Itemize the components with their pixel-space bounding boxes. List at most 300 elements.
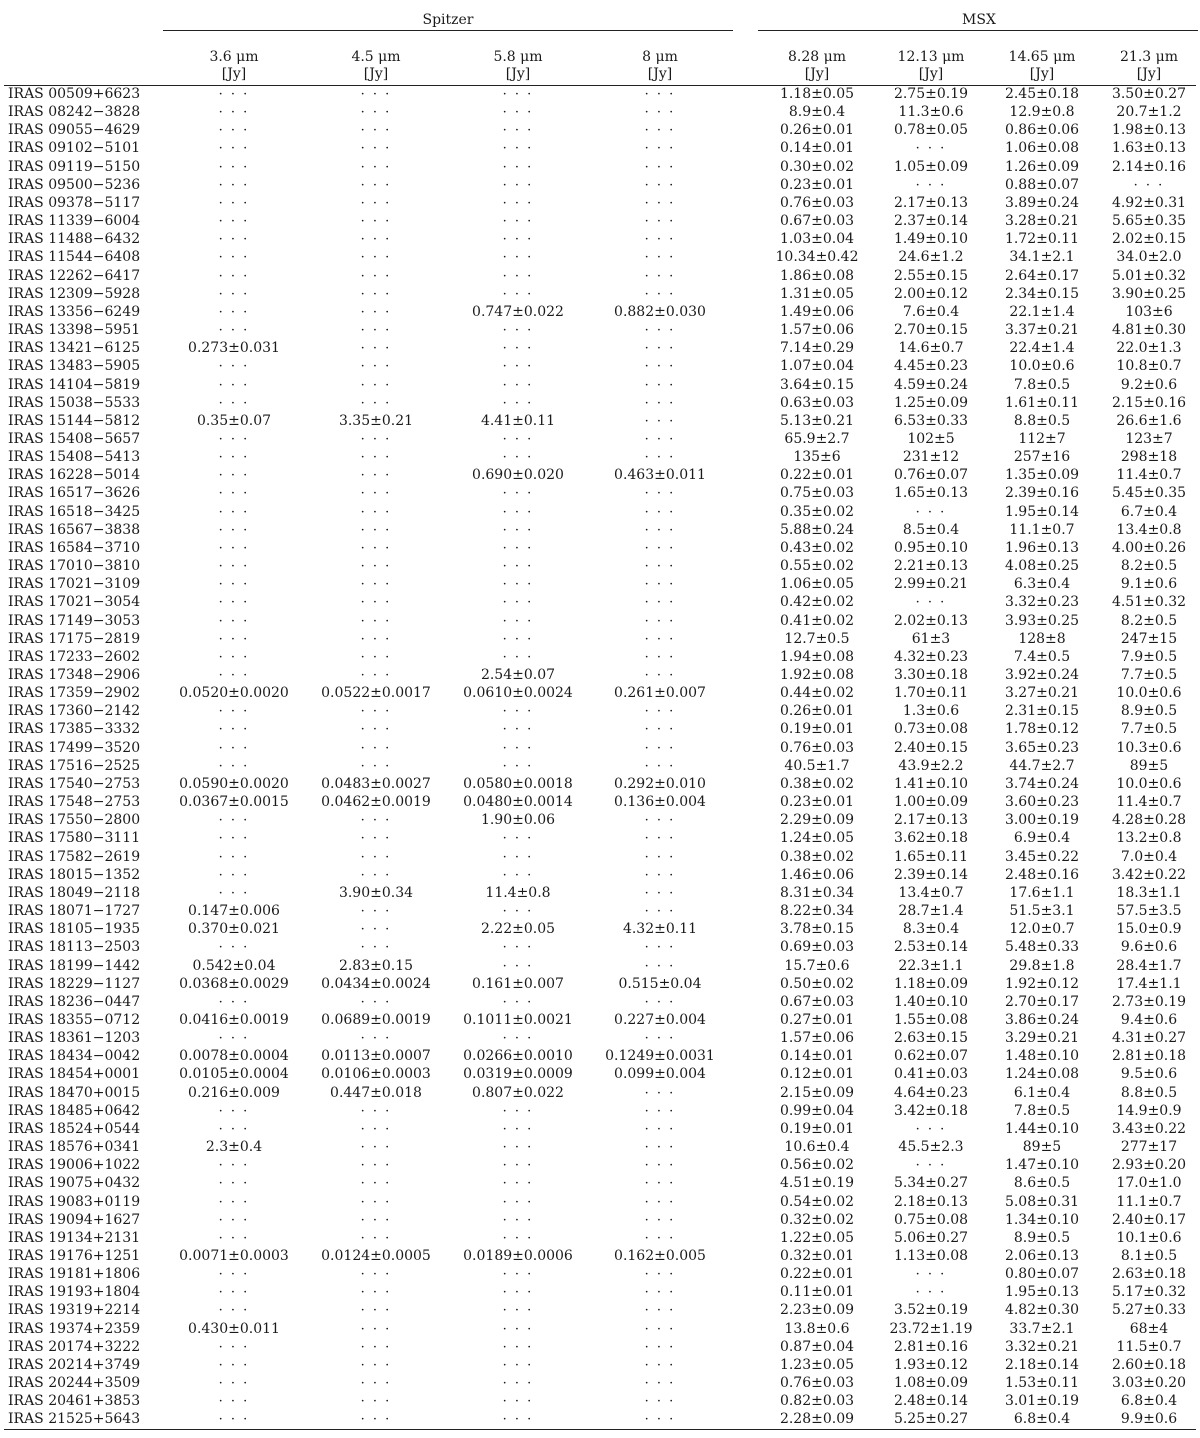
missing-value: · · · [360,540,392,556]
missing-value: · · · [360,504,392,520]
flux-value: 13.8±0.6 [784,1320,850,1337]
missing-value: · · · [360,704,392,720]
flux-value: 0.95±0.10 [893,539,969,556]
flux-value: 7.4±0.5 [1013,648,1071,665]
flux-value: 1.92±0.12 [1004,975,1080,992]
source-name: IRAS 12309−5928 [8,285,141,302]
source-name: IRAS 17233−2602 [8,648,141,665]
flux-value: 0.807±0.022 [472,1084,564,1101]
missing-value: · · · [218,1303,250,1319]
flux-value: 0.75±0.03 [779,485,855,502]
missing-value: · · · [218,631,250,647]
missing-value: · · · [644,286,676,302]
missing-value: · · · [644,105,676,121]
flux-value: 0.161±0.007 [472,975,564,992]
missing-value: · · · [218,704,250,720]
table-row [0,504,1200,522]
table-row [0,522,1200,540]
missing-value: · · · [218,540,250,556]
missing-value: · · · [502,1376,534,1392]
missing-value: · · · [218,649,250,665]
flux-value: 7.8±0.5 [1013,376,1071,393]
column-header-unit: [Jy] [363,66,389,82]
missing-value: · · · [502,177,534,193]
source-name: IRAS 20244+3509 [8,1375,141,1392]
missing-value: · · · [218,486,250,502]
missing-value: · · · [502,486,534,502]
missing-value: · · · [218,214,250,230]
flux-value: 0.542±0.04 [192,957,276,974]
column-header-label: 4.5 μm [351,49,401,65]
table-row [0,231,1200,249]
flux-value: 2.29±0.09 [779,812,855,829]
flux-value: 2.21±0.13 [893,558,969,575]
flux-value: 1.72±0.11 [1004,231,1080,248]
missing-value: · · · [644,486,676,502]
missing-value: · · · [360,268,392,284]
missing-value: · · · [644,268,676,284]
flux-value: 15.0±0.9 [1116,921,1182,938]
source-name: IRAS 19176+1251 [8,1248,141,1264]
flux-value: 1.86±0.08 [779,267,855,284]
source-name: IRAS 17548−2753 [8,794,141,811]
flux-value: 8.22±0.34 [779,903,855,920]
column-header-unit: [Jy] [505,66,531,82]
flux-value: 12.9±0.8 [1009,104,1075,121]
source-name: IRAS 15408−5657 [8,430,141,447]
flux-value: 4.51±0.19 [779,1175,855,1192]
flux-value: 10.6±0.4 [784,1139,850,1156]
flux-value: 0.447±0.018 [330,1084,422,1101]
source-name: IRAS 08242−3828 [8,104,141,121]
flux-value: 0.32±0.02 [779,1211,855,1228]
flux-value: 4.00±0.26 [1111,539,1187,556]
source-name: IRAS 18199−1442 [8,957,141,974]
flux-value: 4.59±0.24 [893,376,969,393]
missing-value: · · · [502,522,534,538]
flux-value: 2.54±0.07 [480,667,556,683]
source-name: IRAS 11488−6432 [8,231,141,248]
source-name: IRAS 17359−2902 [8,685,141,702]
flux-value: 2.06±0.13 [1004,1248,1080,1264]
flux-value: 0.23±0.01 [779,176,855,193]
flux-value: 0.26±0.01 [779,122,855,139]
missing-value: · · · [502,1394,534,1410]
flux-value: 10.3±0.6 [1116,739,1182,756]
flux-value: 10.8±0.7 [1116,358,1182,375]
flux-value: 7.7±0.5 [1120,721,1178,738]
flux-value: 135±6 [793,449,841,466]
flux-value: 0.73±0.08 [893,721,969,738]
flux-value: 3.62±0.18 [893,830,969,847]
missing-value: · · · [915,595,947,611]
flux-value: 0.63±0.03 [779,394,855,411]
missing-value: · · · [644,958,676,974]
flux-value: 1.49±0.10 [893,231,969,248]
missing-value: · · · [644,1140,676,1156]
missing-value: · · · [218,1212,250,1228]
flux-value: 4.41±0.11 [480,412,556,429]
flux-value: 0.0520±0.0020 [179,685,289,702]
flux-value: 0.30±0.02 [779,158,855,175]
source-name: IRAS 16517−3626 [8,485,141,502]
source-name: IRAS 15408−5413 [8,449,141,466]
flux-value: 5.08±0.31 [1004,1193,1080,1210]
source-name: IRAS 17499−3520 [8,739,141,756]
flux-value: 0.0113±0.0007 [321,1048,431,1065]
missing-value: · · · [360,177,392,193]
missing-value: · · · [502,431,534,447]
source-name: IRAS 17516−2525 [8,757,141,774]
table-row [0,1030,1200,1048]
flux-value: 9.4±0.6 [1120,1011,1178,1028]
flux-value: 2.17±0.13 [893,194,969,211]
missing-value: · · · [915,1121,947,1137]
missing-value: · · · [502,1285,534,1301]
missing-value: · · · [502,286,534,302]
flux-value: 1.61±0.11 [1004,394,1080,411]
flux-value: 3.52±0.19 [893,1302,969,1319]
missing-value: · · · [502,740,534,756]
table-row [0,1248,1200,1266]
missing-value: · · · [644,341,676,357]
source-name: IRAS 19374+2359 [8,1320,141,1337]
table-row [0,1103,1200,1121]
column-header-label: 5.8 μm [493,49,543,65]
flux-value: 1.44±0.10 [1004,1120,1080,1137]
flux-value: 11.4±0.8 [485,884,551,901]
source-name: IRAS 16584−3710 [8,539,141,556]
flux-value: 14.9±0.9 [1116,1102,1182,1119]
flux-value: 1.78±0.12 [1004,721,1080,738]
flux-value: 0.0266±0.0010 [463,1048,573,1065]
missing-value: · · · [218,577,250,593]
missing-value: · · · [502,1140,534,1156]
source-name: IRAS 13483−5905 [8,358,141,375]
flux-value: 2.45±0.18 [1004,86,1080,102]
column-header-unit: [Jy] [647,66,673,82]
flux-value: 0.80±0.07 [1004,1266,1080,1283]
missing-value: · · · [502,722,534,738]
source-name: IRAS 19094+1627 [8,1211,141,1228]
missing-value: · · · [502,994,534,1010]
source-name: IRAS 17550−2800 [8,812,141,829]
table-row [0,358,1200,376]
flux-value: 2.70±0.15 [893,322,969,339]
table-row [0,1085,1200,1103]
table-row [0,1194,1200,1212]
missing-value: · · · [644,722,676,738]
flux-value: 0.136±0.004 [614,794,706,811]
missing-value: · · · [360,994,392,1010]
missing-value: · · · [502,540,534,556]
flux-value: 3.30±0.18 [893,667,969,683]
flux-value: 0.0522±0.0017 [321,685,431,702]
flux-value: 0.42±0.02 [779,594,855,611]
missing-value: · · · [360,359,392,375]
flux-value: 1.06±0.05 [779,576,855,593]
table-row [0,304,1200,322]
table-row [0,1339,1200,1357]
flux-value: 1.65±0.13 [893,485,969,502]
flux-value: 3.32±0.21 [1004,1338,1080,1355]
missing-value: · · · [360,595,392,611]
missing-value: · · · [644,649,676,665]
flux-value: 11.4±0.7 [1116,794,1182,811]
source-name: IRAS 09119−5150 [8,158,141,175]
flux-value: 0.0071±0.0003 [179,1248,289,1264]
flux-value: 0.1249±0.0031 [605,1048,715,1065]
flux-value: 89±5 [1129,757,1169,774]
source-name: IRAS 09055−4629 [8,122,141,139]
flux-value: 1.95±0.13 [1004,1284,1080,1301]
source-name: IRAS 19075+0432 [8,1175,141,1192]
table-row [0,1066,1200,1084]
flux-value: 11.5±0.7 [1116,1338,1182,1355]
flux-value: 2.14±0.16 [1111,158,1187,175]
missing-value: · · · [644,504,676,520]
missing-value: · · · [360,1394,392,1410]
column-header-unit: [Jy] [221,66,247,82]
flux-value: 24.6±1.2 [898,249,964,266]
missing-value: · · · [360,87,392,102]
source-name: IRAS 13398−5951 [8,322,141,339]
flux-value: 0.430±0.011 [188,1320,280,1337]
source-name: IRAS 19181+1806 [8,1266,141,1283]
flux-value: 0.22±0.01 [779,467,855,484]
source-name: IRAS 18470+0015 [8,1084,141,1101]
flux-value: 231±12 [902,449,960,466]
flux-value: 128±8 [1018,630,1066,647]
missing-value: · · · [360,867,392,883]
flux-value: 7.7±0.5 [1120,667,1178,683]
missing-value: · · · [502,649,534,665]
source-name: IRAS 18113−2503 [8,939,141,956]
flux-value: 3.93±0.25 [1004,612,1080,629]
missing-value: · · · [218,1412,250,1428]
source-name: IRAS 18524+0544 [8,1120,141,1137]
missing-value: · · · [218,468,250,484]
flux-value: 7.0±0.4 [1120,848,1178,865]
source-name: IRAS 16567−3838 [8,521,141,538]
missing-value: · · · [644,1230,676,1246]
missing-value: · · · [218,1376,250,1392]
flux-value: 0.0189±0.0006 [463,1248,573,1264]
missing-value: · · · [360,377,392,393]
flux-value: 1.13±0.08 [893,1248,969,1264]
table-row [0,122,1200,140]
table-row [0,558,1200,576]
missing-value: · · · [218,522,250,538]
missing-value: · · · [218,141,250,157]
missing-value: · · · [218,595,250,611]
flux-value: 11.1±0.7 [1009,521,1075,538]
flux-value: 57.5±3.5 [1116,903,1182,920]
flux-value: 11.1±0.7 [1116,1193,1182,1210]
flux-value: 2.17±0.13 [893,812,969,829]
flux-value: 1.49±0.06 [779,303,855,320]
missing-value: · · · [644,631,676,647]
table-row [0,485,1200,503]
missing-value: · · · [218,268,250,284]
table-row [0,159,1200,177]
table-row [0,340,1200,358]
missing-value: · · · [360,159,392,175]
flux-value: 10.0±0.6 [1116,685,1182,702]
flux-value: 22.1±1.4 [1009,303,1075,320]
flux-value: 0.19±0.01 [779,1120,855,1137]
missing-value: · · · [218,1194,250,1210]
flux-value: 0.54±0.02 [779,1193,855,1210]
flux-value: 5.88±0.24 [779,521,855,538]
flux-value: 2.40±0.15 [893,739,969,756]
flux-value: 0.0483±0.0027 [321,775,431,792]
table-row [0,721,1200,739]
missing-value: · · · [360,904,392,920]
flux-value: 8.8±0.5 [1120,1084,1178,1101]
missing-value: · · · [218,232,250,248]
flux-value: 15.7±0.6 [784,957,850,974]
missing-value: · · · [360,849,392,865]
source-name: IRAS 17175−2819 [8,630,141,647]
flux-value: 247±15 [1120,630,1178,647]
table-row [0,1357,1200,1375]
flux-value: 1.23±0.05 [779,1356,855,1373]
flux-value: 2.93±0.20 [1111,1157,1187,1174]
flux-value: 123±7 [1125,430,1173,447]
missing-value: · · · [644,1267,676,1283]
flux-value: 5.27±0.33 [1111,1302,1187,1319]
source-name: IRAS 11544−6408 [8,249,141,266]
flux-value: 3.01±0.19 [1004,1393,1080,1410]
missing-value: · · · [218,323,250,339]
flux-value: 3.29±0.21 [1004,1030,1080,1047]
missing-value: · · · [360,1121,392,1137]
missing-value: · · · [644,1103,676,1119]
source-name: IRAS 11339−6004 [8,213,141,230]
flux-value: 11.3±0.6 [898,104,964,121]
flux-value: 3.00±0.19 [1004,812,1080,829]
table-row [0,1266,1200,1284]
flux-value: 2.63±0.15 [893,1030,969,1047]
flux-value: 0.76±0.03 [779,194,855,211]
flux-value: 1.47±0.10 [1004,1157,1080,1174]
source-name: IRAS 19319+2214 [8,1302,141,1319]
missing-value: · · · [502,1357,534,1373]
flux-value: 2.15±0.16 [1111,394,1187,411]
table-body [0,86,1200,1430]
source-name: IRAS 09102−5101 [8,140,141,157]
missing-value: · · · [502,250,534,266]
table-row [0,903,1200,921]
flux-value: 0.0434±0.0024 [321,975,431,992]
missing-value: · · · [218,867,250,883]
flux-value: 0.78±0.05 [893,122,969,139]
source-name: IRAS 21525+5643 [8,1411,141,1428]
table-row [0,249,1200,267]
missing-value: · · · [218,304,250,320]
flux-value: 65.9±2.7 [784,430,850,447]
missing-value: · · · [502,395,534,411]
flux-value: 2.18±0.14 [1004,1356,1080,1373]
table-row [0,1411,1200,1429]
missing-value: · · · [360,105,392,121]
flux-value: 28.7±1.4 [898,903,964,920]
flux-value: 2.81±0.18 [1111,1048,1187,1065]
flux-value: 1.00±0.09 [893,794,969,811]
missing-value: · · · [644,867,676,883]
flux-value: 1.96±0.13 [1004,539,1080,556]
flux-value: 0.0078±0.0004 [179,1048,289,1065]
flux-value: 1.24±0.05 [779,830,855,847]
flux-value: 0.0105±0.0004 [179,1066,289,1083]
flux-value: 5.34±0.27 [893,1175,969,1192]
source-name: IRAS 17021−3054 [8,594,141,611]
missing-value: · · · [218,1357,250,1373]
missing-value: · · · [644,704,676,720]
table-row [0,86,1200,104]
table-row [0,812,1200,830]
flux-value: 22.3±1.1 [898,957,964,974]
missing-value: · · · [502,867,534,883]
missing-value: · · · [644,940,676,956]
flux-value: 1.03±0.04 [779,231,855,248]
flux-value: 6.3±0.4 [1013,576,1071,593]
flux-value: 1.06±0.08 [1004,140,1080,157]
flux-value: 1.65±0.11 [893,848,969,865]
missing-value: · · · [502,1212,534,1228]
flux-value: 5.45±0.35 [1111,485,1187,502]
flux-value: 1.24±0.08 [1004,1066,1080,1083]
missing-value: · · · [644,250,676,266]
table-row [0,885,1200,903]
source-name: IRAS 14104−5819 [8,376,141,393]
flux-value: 2.39±0.16 [1004,485,1080,502]
source-name: IRAS 18229−1127 [8,975,141,992]
missing-value: · · · [360,395,392,411]
flux-value: 4.08±0.25 [1004,558,1080,575]
flux-value: 6.8±0.4 [1013,1411,1071,1428]
missing-value: · · · [502,831,534,847]
source-name: IRAS 18236−0447 [8,993,141,1010]
flux-value: 8.9±0.4 [788,104,846,121]
missing-value: · · · [644,195,676,211]
source-name: IRAS 20461+3853 [8,1393,141,1410]
flux-value: 17.4±1.1 [1116,975,1182,992]
missing-value: · · · [502,595,534,611]
column-header-unit: [Jy] [1136,66,1162,82]
source-name: IRAS 17582−2619 [8,848,141,865]
flux-value: 2.02±0.15 [1111,231,1187,248]
flux-value: 0.26±0.01 [779,703,855,720]
flux-value: 0.82±0.03 [779,1393,855,1410]
missing-value: · · · [360,250,392,266]
source-name: IRAS 17360−2142 [8,703,141,720]
missing-value: · · · [360,141,392,157]
flux-value: 0.76±0.03 [779,739,855,756]
flux-value: 0.0416±0.0019 [179,1011,289,1028]
flux-value: 4.51±0.32 [1111,594,1187,611]
source-name: IRAS 20174+3222 [8,1338,141,1355]
missing-value: · · · [644,450,676,466]
bottom-rule [4,1429,1196,1430]
table-row [0,830,1200,848]
flux-value: 0.38±0.02 [779,848,855,865]
flux-value: 1.48±0.10 [1004,1048,1080,1065]
flux-value: 0.62±0.07 [893,1048,969,1065]
table-row [0,921,1200,939]
table-row [0,395,1200,413]
